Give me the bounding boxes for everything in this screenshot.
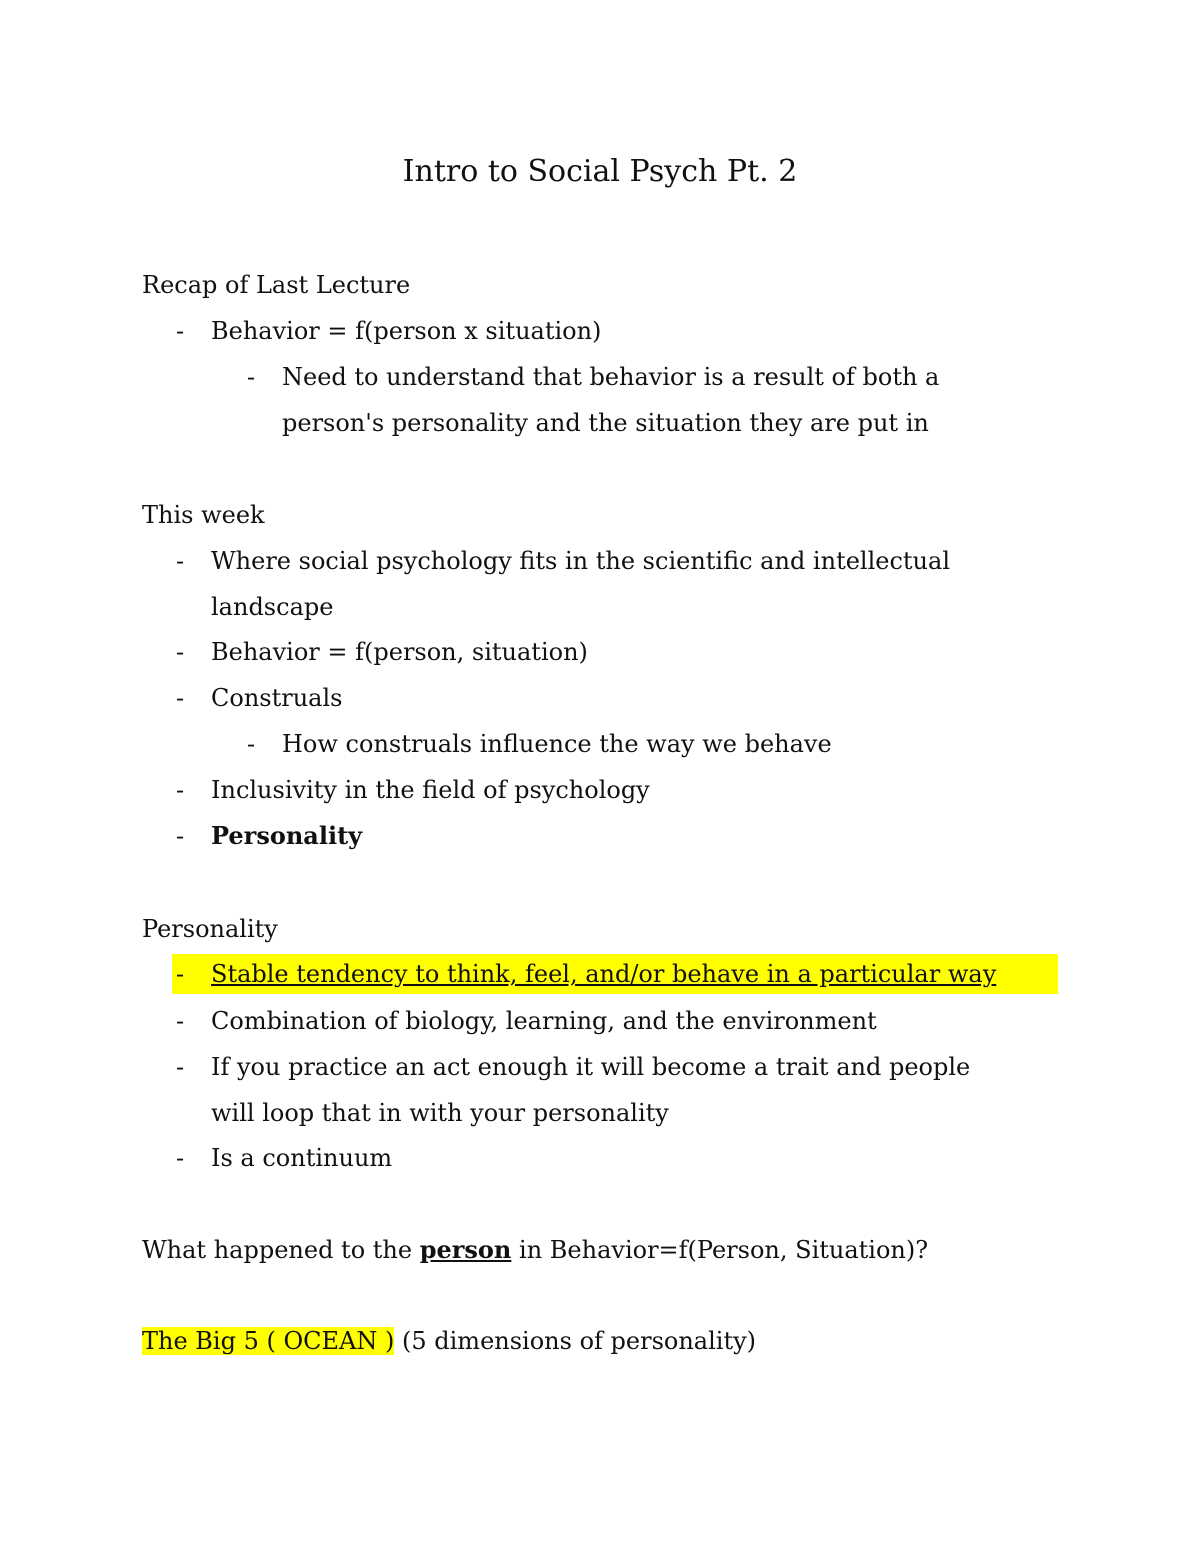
personality-item-3-line-2: will loop that in with your personality xyxy=(211,1099,669,1127)
this-week-item-3: Construals xyxy=(211,684,343,712)
bullet-dash: - xyxy=(176,1007,185,1035)
this-week-item-2: Behavior = f(person, situation) xyxy=(211,638,588,666)
bullet-dash: - xyxy=(176,1053,185,1081)
big5-line xyxy=(142,1324,756,1358)
personality-item-3-line-1: If you practice an act enough it will become a trait and people xyxy=(211,1053,971,1081)
question-before: What happened to the xyxy=(142,1236,420,1264)
bullet-dash: - xyxy=(247,730,256,758)
personality-item-2: Combination of biology, learning, and the environment xyxy=(211,1007,877,1035)
bullet-dash: - xyxy=(176,960,185,988)
personality-item-1: Stable tendency to think, feel, and/or behave in a particular way xyxy=(211,960,997,988)
bullet-dash: - xyxy=(176,1144,185,1172)
bullet-dash: - xyxy=(176,317,185,345)
document-title: Intro to Social Psych Pt. 2 xyxy=(402,154,798,189)
bullet-dash: - xyxy=(176,776,185,804)
bullet-dash: - xyxy=(176,547,185,575)
this-week-subitem: How construals influence the way we behave xyxy=(282,730,832,758)
bullet-dash: - xyxy=(247,363,256,391)
big5-rest: (5 dimensions of personality) xyxy=(394,1327,757,1355)
recap-subitem-line-1: Need to understand that behavior is a result of both a xyxy=(282,363,940,391)
recap-item-1: Behavior = f(person x situation) xyxy=(211,317,602,345)
personality-heading: Personality xyxy=(142,915,278,943)
bullet-dash: - xyxy=(176,638,185,666)
recap-heading: Recap of Last Lecture xyxy=(142,271,411,299)
this-week-item-1-line-1: Where social psychology fits in the scientific and intellectual xyxy=(211,547,950,575)
bullet-dash: - xyxy=(176,684,185,712)
this-week-item-5: Personality xyxy=(211,821,363,850)
recap-subitem-line-2: person's personality and the situation they are put in xyxy=(282,409,929,437)
this-week-heading: This week xyxy=(142,501,265,529)
big5-highlighted: The Big 5 ( OCEAN ) xyxy=(142,1327,395,1355)
this-week-item-1-line-2: landscape xyxy=(211,593,334,621)
personality-item-4: Is a continuum xyxy=(211,1144,393,1172)
bullet-dash: - xyxy=(176,822,185,850)
question-bold: person xyxy=(419,1235,512,1264)
question-line xyxy=(142,1233,928,1267)
this-week-item-4: Inclusivity in the field of psychology xyxy=(211,776,650,804)
question-after: in Behavior=f(Person, Situation)? xyxy=(511,1236,929,1264)
